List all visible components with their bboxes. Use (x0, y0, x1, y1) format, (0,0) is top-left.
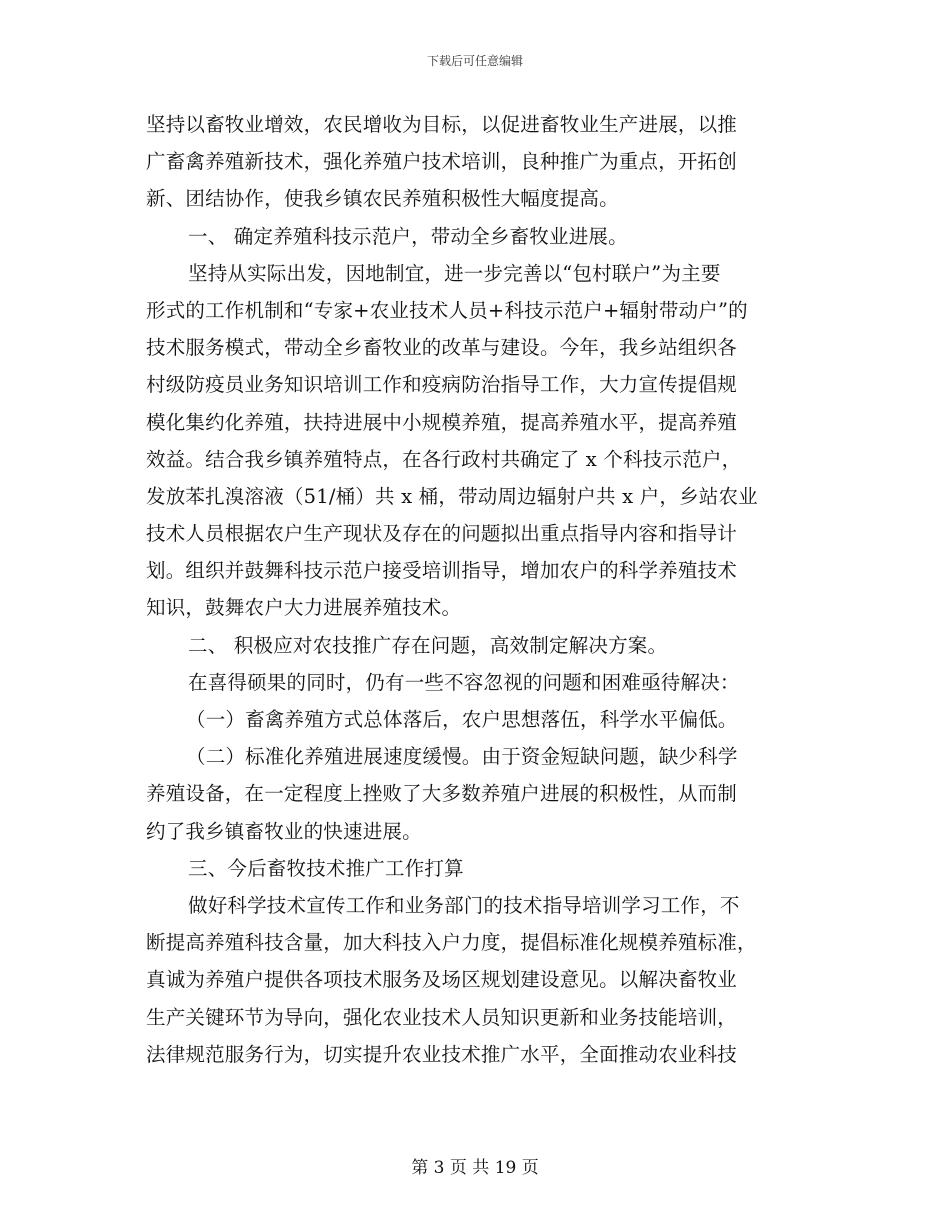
text-line: 划。组织并鼓舞科技示范户接受培训指导，增加农户的科学养殖技术 (146, 559, 738, 583)
list-item: （一）畜禽养殖方式总体落后，农户思想落伍，科学水平偏低。 (186, 708, 738, 731)
text-line: 在喜得硕果的同时，仍有一些不容忽视的问题和困难亟待解决： (188, 670, 740, 694)
text-line: 生产关键环节为导向，强化农业技术人员知识更新和业务技能培训， (146, 1005, 738, 1029)
text-line: 效益。结合我乡镇养殖特点，在各行政村共确定了 x 个科技示范户， (146, 447, 742, 471)
text-line: 养殖设备，在一定程度上挫败了大多数养殖户进展的积极性，从而制 (146, 782, 738, 806)
document-body (146, 106, 806, 1073)
text-line: 广畜禽养殖新技术，强化养殖户技术培训，良种推广为重点，开拓创 (146, 150, 738, 174)
list-item: （二）标准化养殖进展速度缓慢。由于资金短缺问题，缺少科学 (186, 745, 738, 769)
text-line: 技术人员根据农户生产现状及存在的问题拟出重点指导内容和指导计 (146, 522, 738, 546)
page-footer: 第 3 页 共 19 页 (411, 1158, 539, 1178)
text-line: 模化集约化养殖，扶持进展中小规模养殖，提高养殖水平，提高养殖 (146, 410, 738, 434)
text-line: 知识，鼓舞农户大力进展养殖技术。 (146, 596, 462, 620)
text-line: 约了我乡镇畜牧业的快速进展。 (146, 819, 422, 843)
section-heading-2: 二、 积极应对农技推广存在问题，高效制定解决方案。 (188, 633, 668, 657)
text-line: 发放苯扎溴溶液（51/桶）共 x 桶，带动周边辐射户共 x 户，乡站农业 (146, 484, 758, 508)
section-heading-3: 三、今后畜牧技术推广工作打算 (188, 856, 464, 880)
text-line: 法律规范服务行为，切实提升农业技术推广水平，全面推动农业科技 (146, 1042, 738, 1066)
text-line: 坚持从实际出发，因地制宜，进一步完善以“包村联户”为主要 (188, 261, 721, 285)
text-line: 村级防疫员业务知识培训工作和疫病防治指导工作，大力宣传提倡规 (146, 373, 738, 397)
text-line: 形式的工作机制和“专家+农业技术人员+科技示范户+辐射带动户”的 (146, 298, 748, 322)
page-header: 下载后可任意编辑 (426, 54, 523, 68)
section-heading-1: 一、 确定养殖科技示范户，带动全乡畜牧业进展。 (188, 224, 628, 248)
text-line: 断提高养殖科技含量，加大科技入户力度，提倡标准化规模养殖标准， (146, 931, 757, 955)
text-line: 做好科学技术宣传工作和业务部门的技术指导培训学习工作，不 (188, 893, 740, 917)
text-line: 技术服务模式，带动全乡畜牧业的改革与建设。今年，我乡站组织各 (146, 336, 738, 360)
text-line: 真诚为养殖户提供各项技术服务及场区规划建设意见。以解决畜牧业 (146, 968, 738, 992)
text-line: 新、团结协作，使我乡镇农民养殖积极性大幅度提高。 (146, 187, 619, 211)
text-line: 坚持以畜牧业增效，农民增收为目标，以促进畜牧业生产进展，以推 (146, 113, 738, 136)
